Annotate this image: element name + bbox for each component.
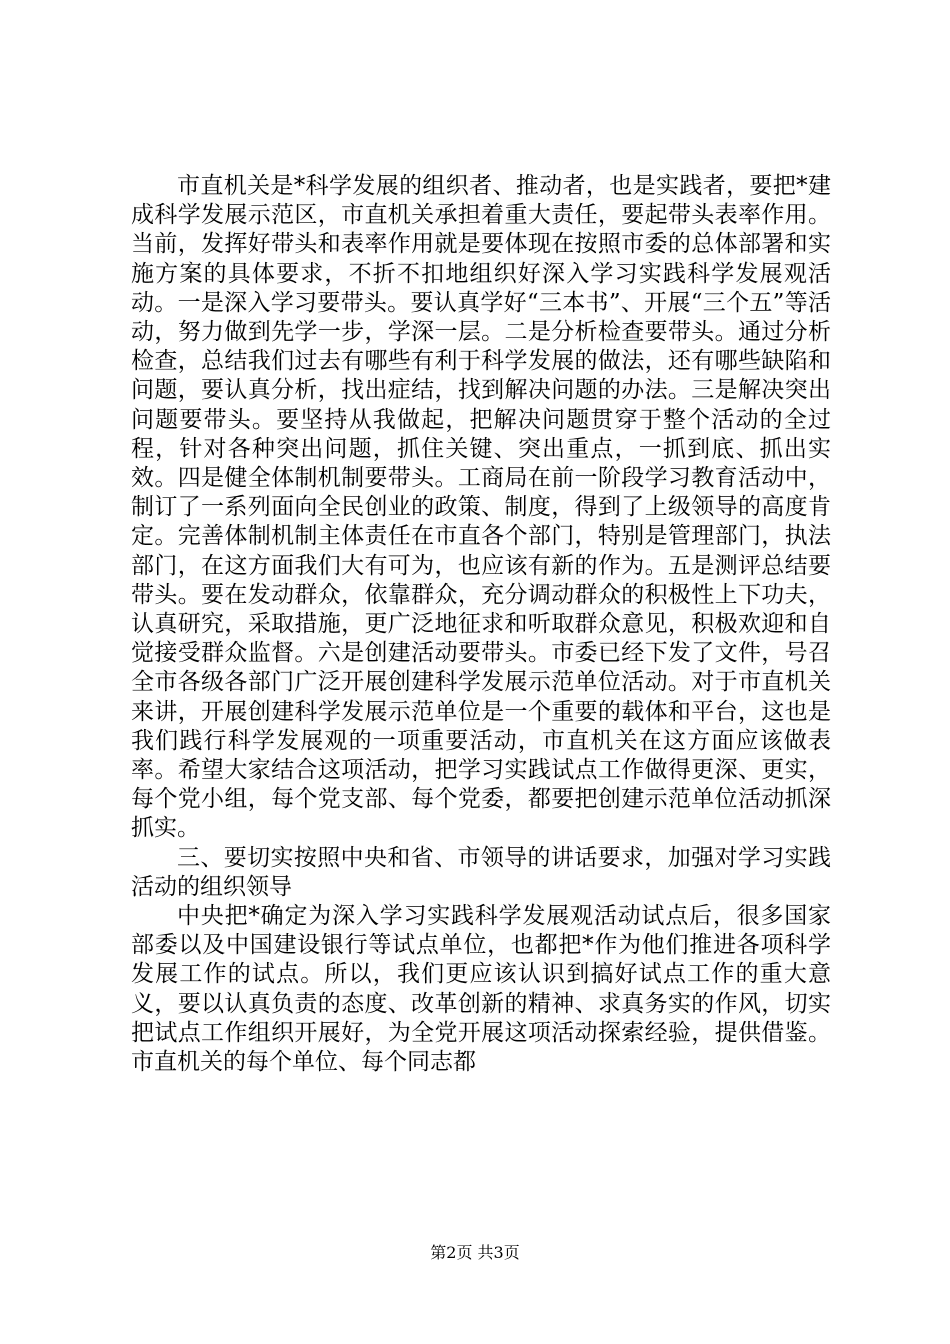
paragraph-pilot-work: 中央把*确定为深入学习实践科学发展观活动试点后，很多国家部委以及中国建设银行等试点单位，也都把*作为他们推进各项科学发展工作的试点。所以，我们更应该认识到搞好试点工作的重大意义，要以认真负责的态度、改革创新的精神、求真务实的作风，切实把试点工作组织开展好，为全党开展这项活动探索经验，提供借鉴。市直机关的每个单位、每个同志都 xyxy=(131,903,831,1076)
page-number-footer: 第2页 共3页 xyxy=(430,1243,520,1262)
document-body xyxy=(131,172,831,1077)
section-heading-three: 三、要切实按照中央和省、市领导的讲话要求，加强对学习实践活动的组织领导 xyxy=(131,844,831,900)
paragraph-leading-role: 市直机关是*科学发展的组织者、推动者，也是实践者，要把*建成科学发展示范区，市直机关承担着重大责任，要起带头表率作用。当前，发挥好带头和表率作用就是要体现在按照市委的总体部署和实施方案的具体要求，不折不扣地组织好深入学习实践科学发展观活动。一是深入学习要带头。要认真学好“三本书”、开展“三个五”等活动，努力做到先学一步，学深一层。二是分析检查要带头。通过分析检查，总结我们过去有哪些有利于科学发展的做法，还有哪些缺陷和问题，要认真分析，找出症结，找到解决问题的办法。三是解决突出问题要带头。要坚持从我做起，把解决问题贯穿于整个活动的全过程，针对各种突出问题，抓住关键、突出重点，一抓到底、抓出实效。四是健全体制机制要带头。工商局在前一阶段学习教育活动中，制订了一系列面向全民创业的政策、制度，得到了上级领导的高度肯定。完善体制机制主体责任在市直各个部门，特别是管理部门，执法部门，在这方面我们大有可为，也应该有新的作为。五是测评总结要带头。要在发动群众，依靠群众，充分调动群众的积极性上下功夫，认真研究，采取措施，更广泛地征求和听取群众意见，积极欢迎和自觉接受群众监督。六是创建活动要带头。市委已经下发了文件，号召全市各级各部门广泛开展创建科学发展示范单位活动。对于市直机关来讲，开展创建科学发展示范单位是一个重要的载体和平台，这也是我们践行科学发展观的一项重要活动，市直机关在这方面应该做表率。希望大家结合这项活动，把学习实践试点工作做得更深、更实，每个党小组，每个党支部、每个党委，都要把创建示范单位活动抓深抓实。 xyxy=(131,173,831,842)
